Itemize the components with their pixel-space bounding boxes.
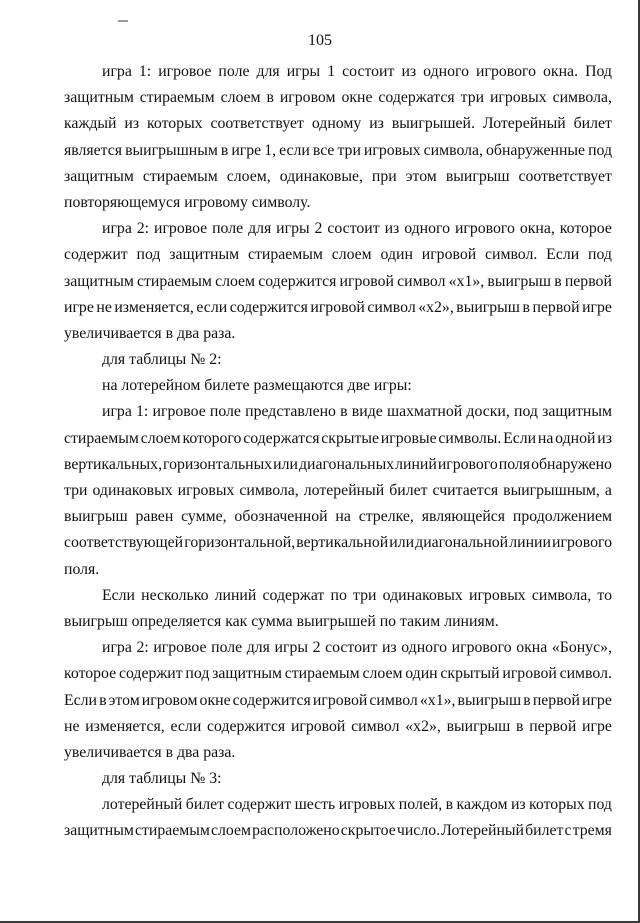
word: слоем xyxy=(215,272,256,290)
word: стираемым xyxy=(247,246,323,264)
word: билет xyxy=(389,482,428,499)
word: диагональных xyxy=(298,455,395,473)
word: первой xyxy=(532,298,580,316)
word: игра xyxy=(102,639,132,657)
word: стираемым xyxy=(134,822,210,840)
word: «x2», xyxy=(418,298,454,316)
word: при xyxy=(371,167,397,185)
word: стираемым xyxy=(142,167,218,185)
word: стираемым xyxy=(284,665,360,683)
word: если xyxy=(279,141,310,159)
word: одинаковых xyxy=(382,586,463,604)
word: игровых xyxy=(469,586,526,604)
word: игровой xyxy=(502,665,557,683)
word: поле xyxy=(209,403,241,421)
word: первой xyxy=(532,691,580,709)
word: соответствует xyxy=(210,115,304,133)
word: Если xyxy=(503,429,537,447)
word: горизонтальной, xyxy=(184,534,296,552)
word: выигрыш xyxy=(456,298,520,316)
word: скрытые xyxy=(321,429,379,447)
word: 2: xyxy=(136,639,149,657)
word: игрового xyxy=(454,220,515,238)
word: слоем xyxy=(140,429,181,447)
word: по xyxy=(330,586,347,604)
word: изменяется, xyxy=(85,717,165,735)
word: «Бонус», xyxy=(551,639,612,657)
word: выигрыш xyxy=(457,691,522,709)
word: полей, xyxy=(398,796,443,814)
text-line xyxy=(64,59,612,85)
word: 2 xyxy=(312,639,321,657)
word: под xyxy=(588,246,612,264)
word: игровой xyxy=(290,717,346,735)
word: содержится xyxy=(232,691,311,709)
word: в xyxy=(554,272,562,290)
text-line xyxy=(64,399,612,425)
word: игровое xyxy=(152,403,206,421)
text-line: для таблицы № 3: xyxy=(102,770,222,788)
word: то xyxy=(597,586,612,604)
word: защитным xyxy=(169,246,240,264)
word: под xyxy=(514,403,538,421)
text-line xyxy=(64,504,612,530)
word: игровых xyxy=(489,89,547,107)
word: доски, xyxy=(466,403,510,421)
word: представлено xyxy=(245,403,336,421)
word: или xyxy=(389,534,415,552)
word: первой xyxy=(564,272,612,290)
word: содержится xyxy=(229,298,308,316)
word: три xyxy=(337,141,361,159)
word: стираемым xyxy=(139,89,215,107)
word: символ xyxy=(369,691,418,709)
word: символ. xyxy=(559,665,612,683)
word: является xyxy=(64,141,123,159)
word: на xyxy=(537,429,554,447)
word: линии xyxy=(509,534,551,552)
word: игровых xyxy=(338,796,396,814)
word: Лотерейный xyxy=(482,115,566,133)
word: три xyxy=(460,89,485,107)
text-line xyxy=(64,426,612,452)
word: линий xyxy=(395,455,437,473)
word: игрового xyxy=(552,534,612,552)
word: игровой xyxy=(339,272,394,290)
word: три xyxy=(64,482,88,499)
word: игре xyxy=(582,717,612,735)
word: соответствует xyxy=(518,167,612,185)
word: скрытое xyxy=(340,822,396,840)
word: под xyxy=(588,141,612,159)
text-line xyxy=(64,583,612,609)
word: а xyxy=(604,482,612,499)
word: 2: xyxy=(136,220,150,238)
text-line xyxy=(64,661,612,687)
word: один xyxy=(380,246,413,264)
word: игрового xyxy=(476,63,536,80)
text-line xyxy=(64,164,612,190)
word: одной xyxy=(555,429,596,447)
text-line xyxy=(64,138,612,164)
word: если xyxy=(196,298,228,316)
word: из xyxy=(401,63,417,80)
word: окна, xyxy=(519,220,555,238)
text-line: на лотерейном билете размещаются две игры: xyxy=(102,377,412,395)
word: под xyxy=(136,246,161,264)
word: игре xyxy=(581,691,612,709)
word: окна xyxy=(516,639,548,657)
word: игре xyxy=(64,298,94,316)
word: поле xyxy=(218,63,250,80)
word: диагональной xyxy=(415,534,509,552)
text-line xyxy=(64,530,612,556)
word: несколько xyxy=(141,586,209,604)
word: в xyxy=(516,717,524,735)
word: сумме, xyxy=(181,508,227,526)
word: слоем xyxy=(220,89,261,107)
word: с xyxy=(564,822,572,840)
word: игра xyxy=(102,403,132,421)
word: билет xyxy=(525,822,564,840)
word: поле xyxy=(212,220,244,238)
word: выигрыш xyxy=(446,717,511,735)
word: являющейся xyxy=(421,508,506,526)
word: для xyxy=(246,639,270,657)
word: выигрышным xyxy=(125,141,218,159)
word: под xyxy=(185,665,210,683)
word: виде xyxy=(351,403,383,421)
word: одного xyxy=(423,63,469,80)
word: три xyxy=(353,586,377,604)
word: 1: xyxy=(136,403,149,421)
word: окна. xyxy=(543,63,579,80)
word: окне xyxy=(199,691,231,709)
word: в xyxy=(523,691,531,709)
word: поле xyxy=(211,639,243,657)
word: символа, xyxy=(239,482,299,499)
word: 1 xyxy=(327,63,336,80)
word: число. xyxy=(396,822,441,840)
word: игровой xyxy=(312,691,368,709)
word: равен xyxy=(135,508,174,526)
word: защитным xyxy=(64,89,134,107)
text-line xyxy=(64,452,612,478)
word: содержат xyxy=(262,586,325,604)
word: содержит xyxy=(118,665,183,683)
word: расположено xyxy=(252,822,340,840)
word: содержатся xyxy=(378,89,455,107)
word: игровое xyxy=(153,220,208,238)
word: этом xyxy=(108,691,140,709)
text-line xyxy=(64,714,612,740)
text-line xyxy=(64,818,612,844)
text-line xyxy=(64,216,612,242)
text-line xyxy=(64,111,612,137)
word: которое xyxy=(559,220,612,238)
word: игровых xyxy=(363,141,421,159)
word: символа, xyxy=(531,586,592,604)
word: одного xyxy=(401,639,448,657)
word: защитным xyxy=(64,272,134,290)
word: игра xyxy=(102,220,132,238)
word: обнаружено xyxy=(531,455,612,473)
word: не xyxy=(64,717,80,735)
word: содержится xyxy=(207,717,286,735)
word: для xyxy=(248,220,272,238)
word: линий xyxy=(214,586,257,604)
word: игровом xyxy=(279,89,336,107)
word: этом xyxy=(405,167,437,185)
word: из xyxy=(597,429,612,447)
word: на xyxy=(335,508,351,526)
word: соответствующей xyxy=(64,534,184,552)
word: игрового xyxy=(451,639,512,657)
word: 1, xyxy=(264,141,277,159)
word: символ xyxy=(351,717,400,735)
word: в xyxy=(99,691,107,709)
word: которых xyxy=(147,115,203,133)
word: билет xyxy=(573,115,612,133)
word: символ xyxy=(367,298,416,316)
word: обозначенной xyxy=(234,508,328,526)
text-line: повторяющемуся игровому символу. xyxy=(64,193,311,211)
word: которых xyxy=(529,796,585,814)
word: окне xyxy=(341,89,373,107)
word: символы. xyxy=(438,429,502,447)
word: считается xyxy=(432,482,499,499)
word: 1: xyxy=(138,63,152,80)
word: «x2», xyxy=(405,717,441,735)
word: состоит xyxy=(342,63,395,80)
word: скрытый xyxy=(440,665,500,683)
word: выигрыш xyxy=(445,167,510,185)
word: игры xyxy=(286,63,321,80)
text-line xyxy=(64,242,612,268)
word: символ xyxy=(397,272,446,290)
word: не xyxy=(96,298,112,316)
text-line xyxy=(64,635,612,661)
word: защитным xyxy=(64,167,134,185)
word: Если xyxy=(64,691,97,709)
word: игре xyxy=(582,298,612,316)
word: «x1», xyxy=(448,272,485,290)
word: из xyxy=(124,115,140,133)
text-line: увеличивается в два раза. xyxy=(64,743,236,761)
word: которое xyxy=(64,665,117,683)
word: которого xyxy=(182,429,242,447)
word: в xyxy=(522,298,530,316)
word: 2 xyxy=(314,220,323,238)
word: состоит xyxy=(327,220,380,238)
word: слоем xyxy=(331,246,372,264)
word: символа, xyxy=(552,89,612,107)
word: первой xyxy=(529,717,577,735)
word: в xyxy=(266,89,274,107)
word: выигрыш xyxy=(487,272,552,290)
word: стираемым xyxy=(64,429,139,447)
word: тремя xyxy=(572,822,612,840)
text-line xyxy=(64,85,612,111)
word: выигрыш xyxy=(64,508,128,526)
word: содержатся xyxy=(243,429,320,447)
word: слоем xyxy=(362,665,403,683)
word: защитным xyxy=(64,822,134,840)
word: игровом xyxy=(141,691,198,709)
word: содержит xyxy=(227,796,292,814)
word: игровое xyxy=(153,639,207,657)
word: игрового xyxy=(437,455,498,473)
word: если xyxy=(170,717,202,735)
word: выигрышным, xyxy=(503,482,600,499)
word: из xyxy=(384,220,400,238)
word: лотерейный xyxy=(102,796,183,814)
word: стрелке, xyxy=(358,508,414,526)
word: символа, xyxy=(423,141,483,159)
word: одинаковые, xyxy=(279,167,363,185)
word: слоем, xyxy=(226,167,271,185)
text-line xyxy=(64,792,612,818)
word: Под xyxy=(585,63,612,80)
word: в xyxy=(340,403,348,421)
word: горизонтальных xyxy=(163,455,273,473)
word: в xyxy=(220,141,229,159)
word: продолжением xyxy=(512,508,612,526)
word: выигрышей. xyxy=(391,115,475,133)
word: одного xyxy=(404,220,451,238)
word: шахматной xyxy=(386,403,463,421)
word: одному xyxy=(311,115,362,133)
word: защитным xyxy=(212,665,282,683)
word: содержится xyxy=(258,272,337,290)
text-line xyxy=(64,688,612,714)
word: игровых xyxy=(177,482,235,499)
word: игровое xyxy=(158,63,212,80)
word: каждом xyxy=(456,796,508,814)
text-line xyxy=(64,478,612,504)
word: Лотерейный xyxy=(441,822,524,840)
word: лотерейный xyxy=(303,482,385,499)
text-line: поля. xyxy=(64,560,100,578)
word: изменяется, xyxy=(114,298,194,316)
word: или xyxy=(273,455,298,473)
word: шесть xyxy=(294,796,336,814)
word: игровые xyxy=(380,429,437,447)
page-number: 105 xyxy=(308,32,332,49)
word: одинаковых xyxy=(92,482,173,499)
word: слоем xyxy=(211,822,251,840)
word: Если xyxy=(102,586,135,604)
word: вертикальных, xyxy=(64,455,163,473)
word: игры xyxy=(276,220,310,238)
word: стираемым xyxy=(137,272,212,290)
word: Если xyxy=(546,246,580,264)
word: вертикальной xyxy=(296,534,389,552)
text-line xyxy=(64,269,612,295)
scan-mark xyxy=(118,20,128,22)
word: игровой xyxy=(310,298,365,316)
text-line xyxy=(64,295,612,321)
word: обнаруженные xyxy=(486,141,586,159)
word: каждый xyxy=(64,115,117,133)
word: содержит xyxy=(64,246,128,264)
word: из xyxy=(510,796,526,814)
body-text xyxy=(64,59,612,845)
word: один xyxy=(405,665,438,683)
text-line: выигрыш определяется как сумма выигрышей по таким линиям. xyxy=(64,612,499,630)
word: все xyxy=(312,141,335,159)
word: «x1», xyxy=(419,691,456,709)
text-line: для таблицы № 2: xyxy=(102,351,222,369)
text-line: увеличивается в два раза. xyxy=(64,324,236,342)
word: для xyxy=(256,63,280,80)
word: игре xyxy=(231,141,262,159)
word: из xyxy=(381,639,397,657)
word: игра xyxy=(102,63,132,80)
word: под xyxy=(588,796,612,814)
word: билет xyxy=(185,796,225,814)
word: защитным xyxy=(542,403,612,421)
word: в xyxy=(445,796,454,814)
word: символ. xyxy=(485,246,538,264)
word: состоит xyxy=(325,639,378,657)
word: игры xyxy=(274,639,308,657)
word: из xyxy=(369,115,384,133)
word: поля xyxy=(498,455,531,473)
word: игровой xyxy=(421,246,477,264)
